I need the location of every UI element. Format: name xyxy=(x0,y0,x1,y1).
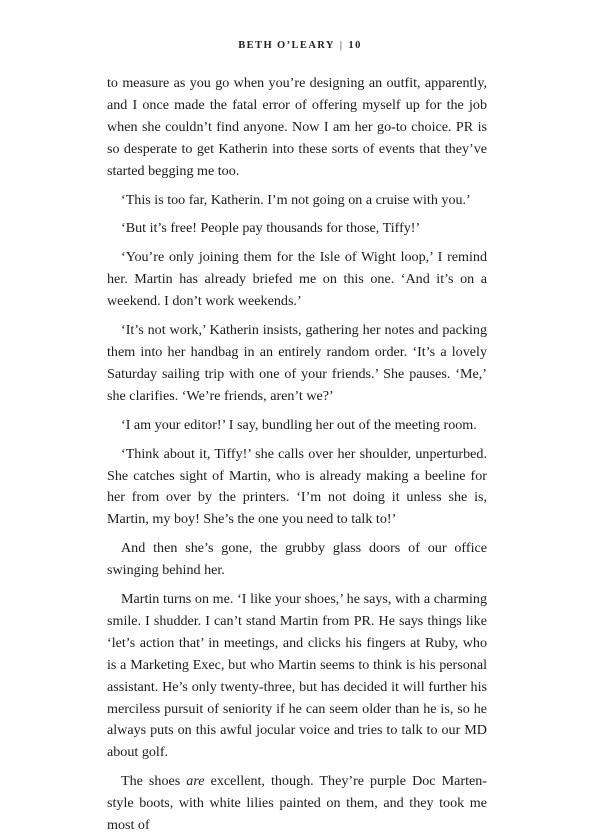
paragraph: Martin turns on me. ‘I like your shoes,’ he says, with a charming smile. I shudder. I can’t stand Martin from PR. He says things like ‘let’s action that’ in meetings, and clicks his fingers at Ruby, who is a Marketing Exec, but who Martin seems to think is his personal assistant. He’s only twenty-three, but has decided it will further his merciless pursuit of seniority if he can seem older than he is, so he always puts on this awful jocular voice and tries to talk to our MD about golf. xyxy=(107,591,487,761)
paragraph-last xyxy=(107,771,487,837)
paragraph: ‘You’re only joining them for the Isle of Wight loop,’ I remind her. Martin has already briefed me on this one. ‘And it’s on a weekend. I don’t work weekends.’ xyxy=(107,249,487,310)
running-header xyxy=(0,40,600,51)
emphasis-text: are xyxy=(186,773,205,790)
paragraph: ‘It’s not work,’ Katherin insists, gathering her notes and packing them into her handbag in an entirely random order. ‘It’s a lovely Saturday sailing trip with one of your friends.’ She pauses. ‘Me,’ she clarifies. ‘We’re friends, aren’t we?’ xyxy=(107,322,487,404)
paragraph: ‘This is too far, Katherin. I’m not going on a cruise with you.’ xyxy=(121,191,471,208)
paragraph: to measure as you go when you’re designing an outfit, apparently, and I once made the fatal error of offering myself up for the job when she couldn’t find anyone. Now I am her go-to choice. PR is so desperate to get Katherin into these sorts of events that they’ve started begging me too. xyxy=(107,75,487,179)
paragraph: ‘I am your editor!’ I say, bundling her out of the meeting room. xyxy=(121,416,477,433)
paragraph: ‘Think about it, Tiffy!’ she calls over her shoulder, unperturbed. She catches sight of Martin, who is already making a beeline for her from over by the printers. ‘I’m not doing it unless she is, Martin, my boy! She’s the one you need to talk to!’ xyxy=(107,445,487,528)
paragraph: And then she’s gone, the grubby glass doors of our office swinging behind her. xyxy=(107,540,487,579)
header-page-number: 10 xyxy=(348,40,362,51)
header-separator: | xyxy=(339,40,344,51)
header-author: BETH O’LEARY xyxy=(238,40,335,51)
text-run: excellent, though. They’re purple Doc Marten-style boots, with white lilies painted on them, and they took me most of xyxy=(107,773,487,834)
text-run: The shoes xyxy=(121,773,187,790)
body-text xyxy=(107,73,487,837)
paragraph: ‘But it’s free! People pay thousands for those, Tiffy!’ xyxy=(121,220,421,237)
